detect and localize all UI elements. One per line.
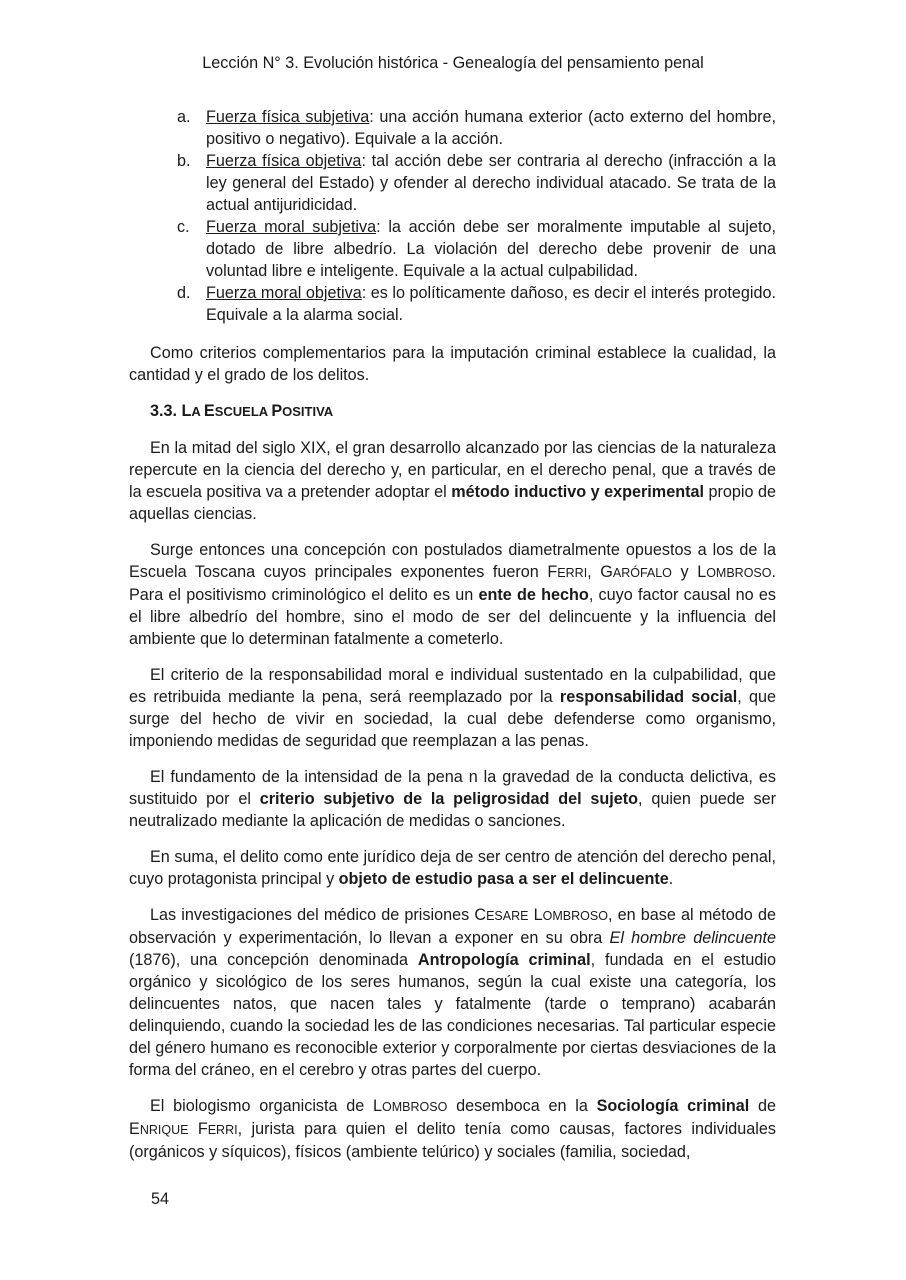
paragraph-exponents: Surge entonces una concepción con postulados diametralmente opuestos a los de la Escuela Toscana cuyos principales exponentes fueron FERRI, GARÓFALO y LOMBROSO. Para el positivismo criminológico el delito es un ente de hecho, cuyo factor causal no es el libre albedrío del hombre, sino el modo de ser del delincuente y la influencia del ambiente que lo determinan fatalmente a cometerlo. bbox=[129, 541, 776, 648]
author-name-ferri: FERRI bbox=[547, 563, 588, 581]
book-title: El hombre delincuente bbox=[609, 929, 776, 947]
list-item bbox=[129, 282, 776, 326]
paragraph-social-responsibility: El criterio de la responsabilidad moral e individual sustentado en la culpabilidad, que es retribuida mediante la pena, será reemplazado por la responsabilidad social, que surge del hecho de vivir en sociedad, la cual debe defenderse como organismo, imponiendo medidas de seguridad que reemplazan a las penas. bbox=[129, 666, 776, 750]
list-text: : la acción debe ser moralmente imputable al sujeto, dotado de libre albedrío. La violación del derecho debe provenir de una voluntad libre e inteligente. Equivale a la actual culpabilidad. bbox=[206, 218, 777, 280]
list-term: Fuerza física subjetiva bbox=[206, 108, 370, 126]
list-text: : es lo políticamente dañoso, es decir el interés protegido. Equivale a la alarma social. bbox=[206, 284, 776, 324]
paragraph-lombroso-anthropology: Las investigaciones del médico de prisiones CESARE LOMBROSO, en base al método de observación y experimentación, lo llevan a exponer en su obra El hombre delincuente (1876), una concepción denominada Antropología criminal, fundada en el estudio orgánico y sicológico de los seres humanos, según la cual existe una categoría, los delincuentes natos, que nacen tales y fatalmente (tarde o temprano) acabarán delinquiendo, cuando la sociedad les de las condiciones necesarias. Tal particular especie del género humano es reconocible exterior y corporalmente por ciertas desviaciones de la forma del cráneo, en el cerebro y otras partes del cuerpo. bbox=[129, 906, 776, 1079]
author-name-lombroso: LOMBROSO bbox=[697, 563, 772, 581]
list-text: : una acción humana exterior (acto externo del hombre, positivo o negativo). Equivale a la acción. bbox=[206, 108, 777, 148]
list-marker: d. bbox=[177, 284, 191, 302]
paragraph-complementary-criteria: Como criterios complementarios para la imputación criminal establece la cualidad, la cantidad y el grado de los delitos. bbox=[129, 344, 776, 384]
criteria-list bbox=[129, 106, 776, 326]
list-marker: b. bbox=[177, 152, 191, 170]
author-name-garofalo: GARÓFALO bbox=[600, 563, 672, 581]
page-body bbox=[129, 106, 776, 1163]
author-name-cesare: CESARE bbox=[474, 906, 529, 924]
list-item bbox=[129, 106, 776, 150]
section-heading: 3.3. LA ESCUELA POSITIVA bbox=[150, 402, 334, 420]
author-name-ferri: FERRI bbox=[197, 1120, 238, 1138]
list-marker: c. bbox=[177, 218, 190, 236]
author-name-enrique: ENRIQUE bbox=[129, 1120, 189, 1138]
list-term: Fuerza moral objetiva bbox=[206, 284, 362, 302]
list-item bbox=[129, 150, 776, 216]
paragraph-summary: En suma, el delito como ente jurídico deja de ser centro de atención del derecho penal, cuyo protagonista principal y objeto de estudio pasa a ser el delincuente. bbox=[129, 848, 776, 888]
paragraph-positive-school-intro: En la mitad del siglo XIX, el gran desarrollo alcanzado por las ciencias de la naturaleza repercute en la ciencia del derecho y, en particular, en el derecho penal, que a través de la escuela positiva va a pretender adoptar el método inductivo y experimental propio de aquellas ciencias. bbox=[129, 439, 776, 523]
list-text: : tal acción debe ser contraria al derecho (infracción a la ley general del Estado) y ofender al derecho individual atacado. Se trata de la actual antijuridicidad. bbox=[206, 152, 776, 214]
list-term: Fuerza moral subjetiva bbox=[206, 218, 377, 236]
list-marker: a. bbox=[177, 108, 191, 126]
paragraph-dangerousness: El fundamento de la intensidad de la pena n la gravedad de la conducta delictiva, es sustituido por el criterio subjetivo de la peligrosidad del sujeto, quien puede ser neutralizado mediante la aplicación de medidas o sanciones. bbox=[129, 768, 776, 830]
author-name-lombroso: LOMBROSO bbox=[373, 1097, 448, 1115]
running-header: Lección N° 3. Evolución histórica - Genealogía del pensamiento penal bbox=[202, 54, 704, 72]
list-term: Fuerza física objetiva bbox=[206, 152, 362, 170]
paragraph-ferri-sociology: El biologismo organicista de LOMBROSO desemboca en la Sociología criminal de ENRIQUE FERRI, jurista para quien el delito tenía como causas, factores individuales (orgánicos y síquicos), físicos (ambiente telúrico) y sociales (familia, sociedad, bbox=[129, 1097, 776, 1161]
page-number: 54 bbox=[151, 1190, 170, 1208]
list-item bbox=[129, 216, 776, 282]
author-name-lombroso: LOMBROSO bbox=[533, 906, 608, 924]
